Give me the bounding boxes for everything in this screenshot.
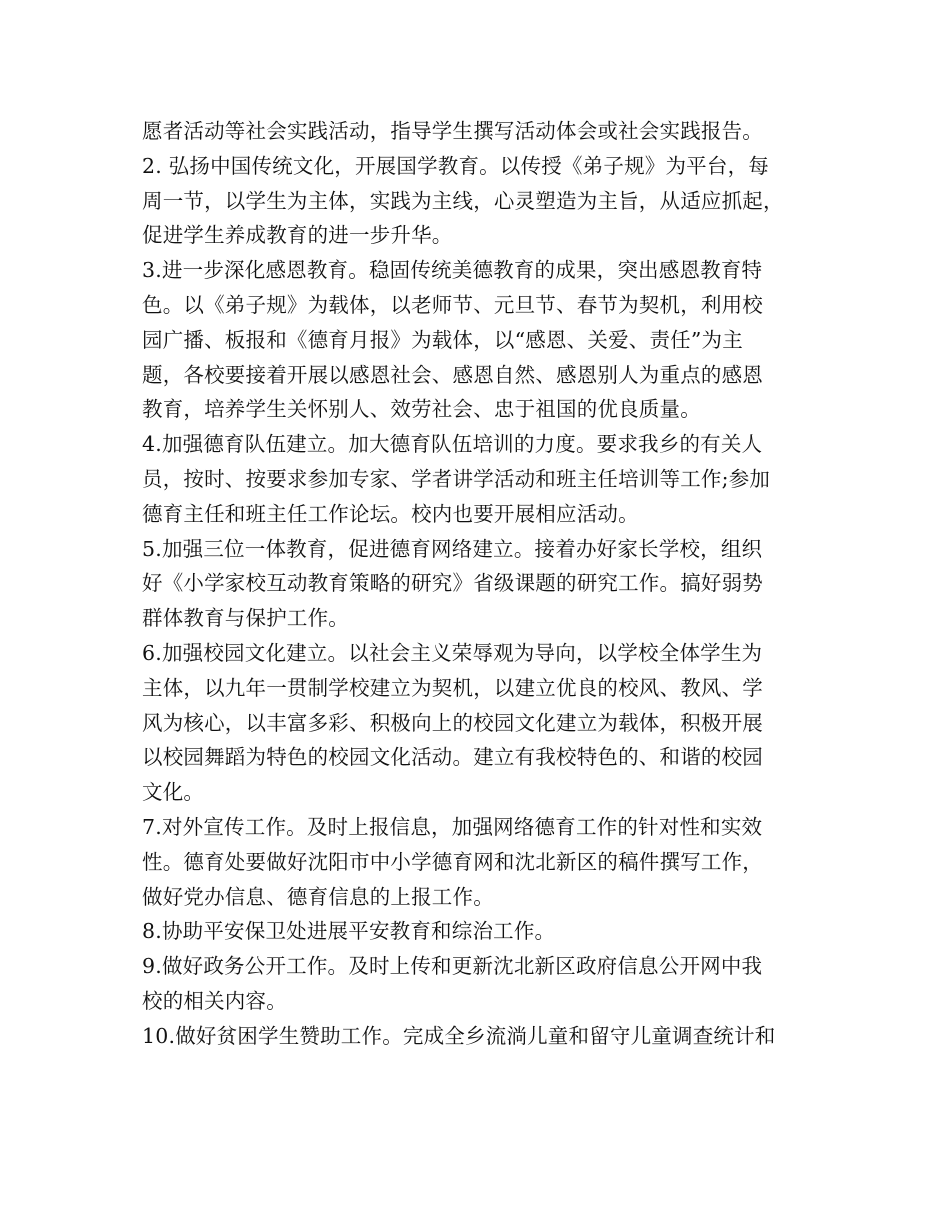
text-line: 教育，培养学生关怀别人、效劳社会、忠于祖国的优良质量。 bbox=[142, 397, 701, 422]
text-line: 校的相关内容。 bbox=[142, 988, 287, 1013]
text-line: 促进学生养成教育的进一步升华。 bbox=[142, 223, 453, 248]
text-line: 性。德育处要做好沈阳市中小学德育网和沈北新区的稿件撰写工作， bbox=[142, 849, 763, 874]
text-line: 3.进一步深化感恩教育。稳固传统美德教育的成果，突出感恩教育特 bbox=[142, 258, 763, 283]
text-line: 2. 弘扬中国传统文化，开展国学教育。以传授《弟子规》为平台，每 bbox=[142, 153, 769, 178]
text-line: 好《小学家校互动教育策略的研究》省级课题的研究工作。搞好弱势 bbox=[142, 571, 763, 596]
text-line: 群体教育与保护工作。 bbox=[142, 606, 349, 631]
body-text bbox=[142, 114, 832, 1054]
text-line: 以校园舞蹈为特色的校园文化活动。建立有我校特色的、和谐的校园 bbox=[142, 745, 763, 770]
text-line: 4.加强德育队伍建立。加大德育队伍培训的力度。要求我乡的有关人 bbox=[142, 432, 763, 457]
text-line: 愿者活动等社会实践活动，指导学生撰写活动体会或社会实践报告。 bbox=[142, 119, 763, 143]
text-line: 周一节，以学生为主体，实践为主线，心灵塑造为主旨，从适应抓起， bbox=[142, 188, 784, 213]
text-line: 园广播、板报和《德育月报》为载体，以“感恩、关爱、责任”为主 bbox=[142, 327, 743, 352]
text-line: 8.协助平安保卫处进展平安教育和综治工作。 bbox=[142, 919, 556, 944]
text-line: 做好党办信息、德育信息的上报工作。 bbox=[142, 884, 494, 909]
text-line: 题，各校要接着开展以感恩社会、感恩自然、感恩别人为重点的感恩 bbox=[142, 362, 763, 387]
text-line: 5.加强三位一体教育，促进德育网络建立。接着办好家长学校，组织 bbox=[142, 536, 763, 561]
text-line: 员，按时、按要求参加专家、学者讲学活动和班主任培训等工作;参加 bbox=[142, 466, 771, 491]
text-line: 10.做好贫困学生赞助工作。完成全乡流淌儿童和留守儿童调查统计和 bbox=[142, 1023, 776, 1048]
text-line: 9.做好政务公开工作。及时上传和更新沈北新区政府信息公开网中我 bbox=[142, 954, 763, 979]
text-line: 文化。 bbox=[142, 780, 205, 805]
text-line: 色。以《弟子规》为载体，以老师节、元旦节、春节为契机，利用校 bbox=[142, 292, 763, 317]
text-line: 主体，以九年一贯制学校建立为契机，以建立优良的校风、教风、学 bbox=[142, 675, 763, 700]
text-line: 7.对外宣传工作。及时上报信息，加强网络德育工作的针对性和实效 bbox=[142, 814, 763, 839]
text-line: 风为核心，以丰富多彩、积极向上的校园文化建立为载体，积极开展 bbox=[142, 710, 763, 735]
text-line: 6.加强校园文化建立。以社会主义荣辱观为导向，以学校全体学生为 bbox=[142, 640, 763, 665]
text-line: 德育主任和班主任工作论坛。校内也要开展相应活动。 bbox=[142, 501, 639, 526]
